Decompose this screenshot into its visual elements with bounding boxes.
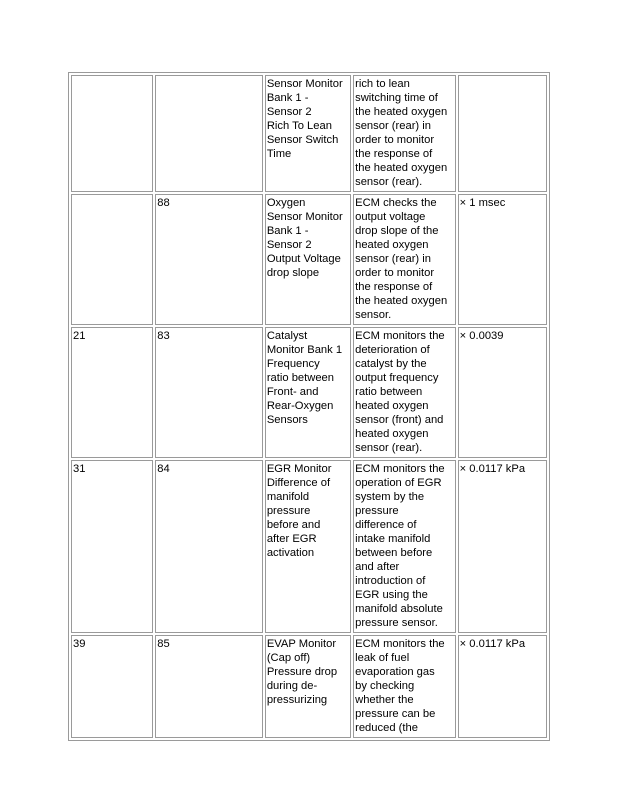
description-cell: rich to lean switching time of the heated oxygen sensor (rear) in order to monitor the response of the heated oxygen sensor (rear). (353, 75, 456, 192)
test-item-cell: Oxygen Sensor Monitor Bank 1 - Sensor 2 Output Voltage drop slope (265, 194, 351, 325)
unit-cell: × 0.0039 (458, 327, 547, 458)
component-id-cell: 85 (155, 635, 263, 738)
component-id-cell: 88 (155, 194, 263, 325)
table-row (71, 75, 547, 192)
table-row (71, 460, 547, 633)
component-id-cell: 83 (155, 327, 263, 458)
test-item-cell: Catalyst Monitor Bank 1 Frequency ratio between Front- and Rear-Oxygen Sensors (265, 327, 351, 458)
unit-cell: × 1 msec (458, 194, 547, 325)
test-id-cell (71, 75, 153, 192)
table-row (71, 327, 547, 458)
unit-cell (458, 75, 547, 192)
test-id-cell: 39 (71, 635, 153, 738)
description-cell: ECM monitors the leak of fuel evaporation gas by checking whether the pressure can be reduced (the (353, 635, 456, 738)
component-id-cell (155, 75, 263, 192)
test-id-cell (71, 194, 153, 325)
table-row (71, 194, 547, 325)
description-cell: ECM monitors the operation of EGR system by the pressure difference of intake manifold between before and after introduction of EGR using the manifold absolute pressure sensor. (353, 460, 456, 633)
table-row (71, 635, 547, 738)
unit-cell: × 0.0117 kPa (458, 635, 547, 738)
description-cell: ECM checks the output voltage drop slope of the heated oxygen sensor (rear) in order to monitor the response of the heated oxygen sensor. (353, 194, 456, 325)
test-id-cell: 31 (71, 460, 153, 633)
component-id-cell: 84 (155, 460, 263, 633)
test-item-cell: EGR Monitor Difference of manifold pressure before and after EGR activation (265, 460, 351, 633)
test-item-cell: EVAP Monitor (Cap off) Pressure drop during de- pressurizing (265, 635, 351, 738)
unit-cell: × 0.0117 kPa (458, 460, 547, 633)
description-cell: ECM monitors the deterioration of catalyst by the output frequency ratio between heated oxygen sensor (front) and heated oxygen sensor (rear). (353, 327, 456, 458)
test-item-cell: Sensor Monitor Bank 1 - Sensor 2 Rich To Lean Sensor Switch Time (265, 75, 351, 192)
monitor-data-table (68, 72, 550, 741)
test-id-cell: 21 (71, 327, 153, 458)
